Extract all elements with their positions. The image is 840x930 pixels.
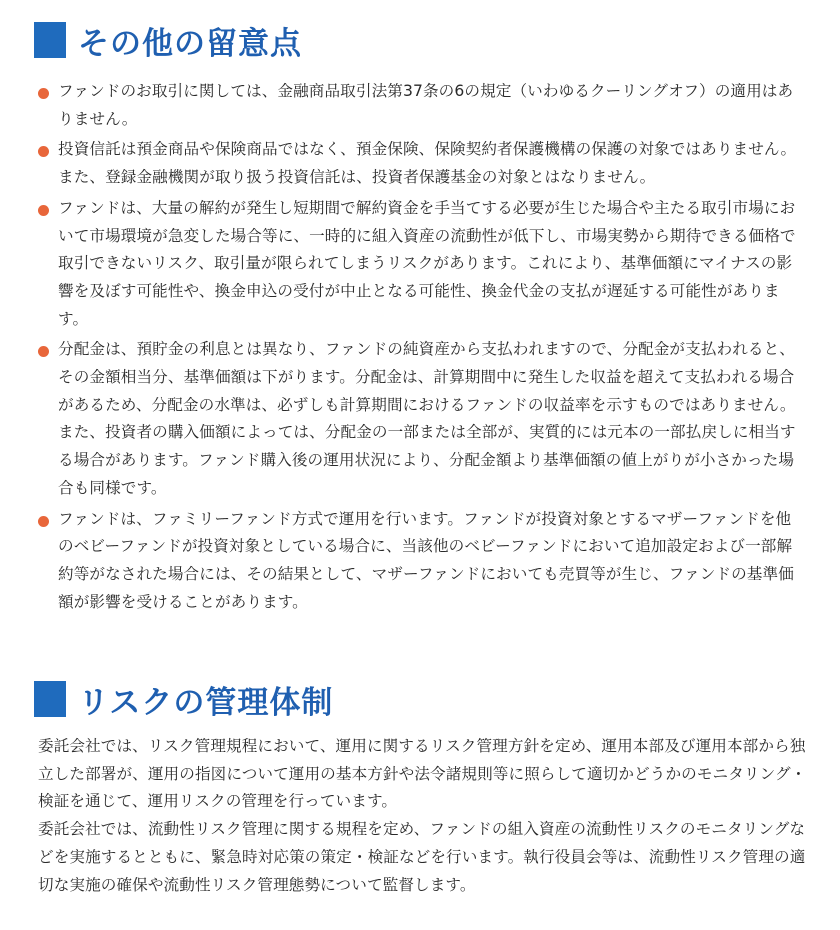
bullet-icon <box>38 146 49 157</box>
section-header-notes <box>34 18 302 62</box>
note-text: ファンドは、大量の解約が発生し短期間で解約資金を手当てする必要が生じた場合や主たる取引市場において市場環境が急変した場合等に、一時的に組入資産の流動性が低下し、市場実勢から期待できる価格で取引できないリスク、取引量が限られてしまうリスクがあります。これにより、基準価額にマイナスの影響を及ぼす可能性や、換金申込の受付が中止となる可能性、換金代金の支払が遅延する可能性があります。 <box>58 198 796 328</box>
section-title: リスクの管理体制 <box>78 684 334 721</box>
header-square-icon <box>34 22 66 58</box>
risk-paragraph: 委託会社では、流動性リスク管理に関する規程を定め、ファンドの組入資産の流動性リスクのモニタリングなどを実施するとともに、緊急時対応策の策定・検証などを行います。執行役員会等は、流動性リスク管理の適切な実施の確保や流動性リスク管理態勢について監督します。 <box>38 820 806 894</box>
notes-list <box>38 78 798 619</box>
list-item <box>38 195 798 334</box>
bullet-icon <box>38 205 49 216</box>
list-item <box>38 336 798 502</box>
note-text: 投資信託は預金商品や保険商品ではなく、預金保険、保険契約者保護機構の保護の対象ではありません。また、登録金融機関が取り扱う投資信託は、投資者保護基金の対象とはなりません。 <box>58 140 797 187</box>
section-header-risk-management <box>34 677 333 721</box>
risk-paragraph: 委託会社では、リスク管理規程において、運用に関するリスク管理方針を定め、運用本部及び運用本部から独立した部署が、運用の指図について運用の基本方針や法令諸規則等に照らして適切かどうかのモニタリング・検証を通じて、運用リスクの管理を行っています。 <box>38 737 807 811</box>
list-item <box>38 78 798 133</box>
list-item <box>38 506 798 617</box>
list-item <box>38 136 798 191</box>
note-text: ファンドのお取引に関しては、金融商品取引法第37条の6の規定（いわゆるクーリングオフ）の適用はありません。 <box>58 82 794 128</box>
header-square-icon <box>34 681 66 717</box>
risk-management-body <box>38 733 818 899</box>
note-text: ファンドは、ファミリーファンド方式で運用を行います。ファンドが投資対象とするマザーファンドを他のベビーファンドが投資対象としている場合に、当該他のベビーファンドにおいて追加設定および一部解約等がなされた場合には、その結果として、マザーファンドにおいても売買等が生じ、ファンドの基準価額が影響を受けることがあります。 <box>58 509 794 611</box>
section-title: その他の留意点 <box>78 25 302 62</box>
bullet-icon <box>38 516 49 527</box>
bullet-icon <box>38 346 49 357</box>
bullet-icon <box>38 88 49 99</box>
note-text: 分配金は、預貯金の利息とは異なり、ファンドの純資産から支払われますので、分配金が支払われると、その金額相当分、基準価額は下がります。分配金は、計算期間中に発生した収益を超えて支払われる場合があるため、分配金の水準は、必ずしも計算期間におけるファンドの収益率を示すものではありません。また、投資者の購入価額によっては、分配金の一部または全部が、実質的には元本の一部払戻しに相当する場合があります。ファンド購入後の運用状況により、分配金額より基準価額の値上がりが小さかった場合も同様です。 <box>58 340 796 497</box>
